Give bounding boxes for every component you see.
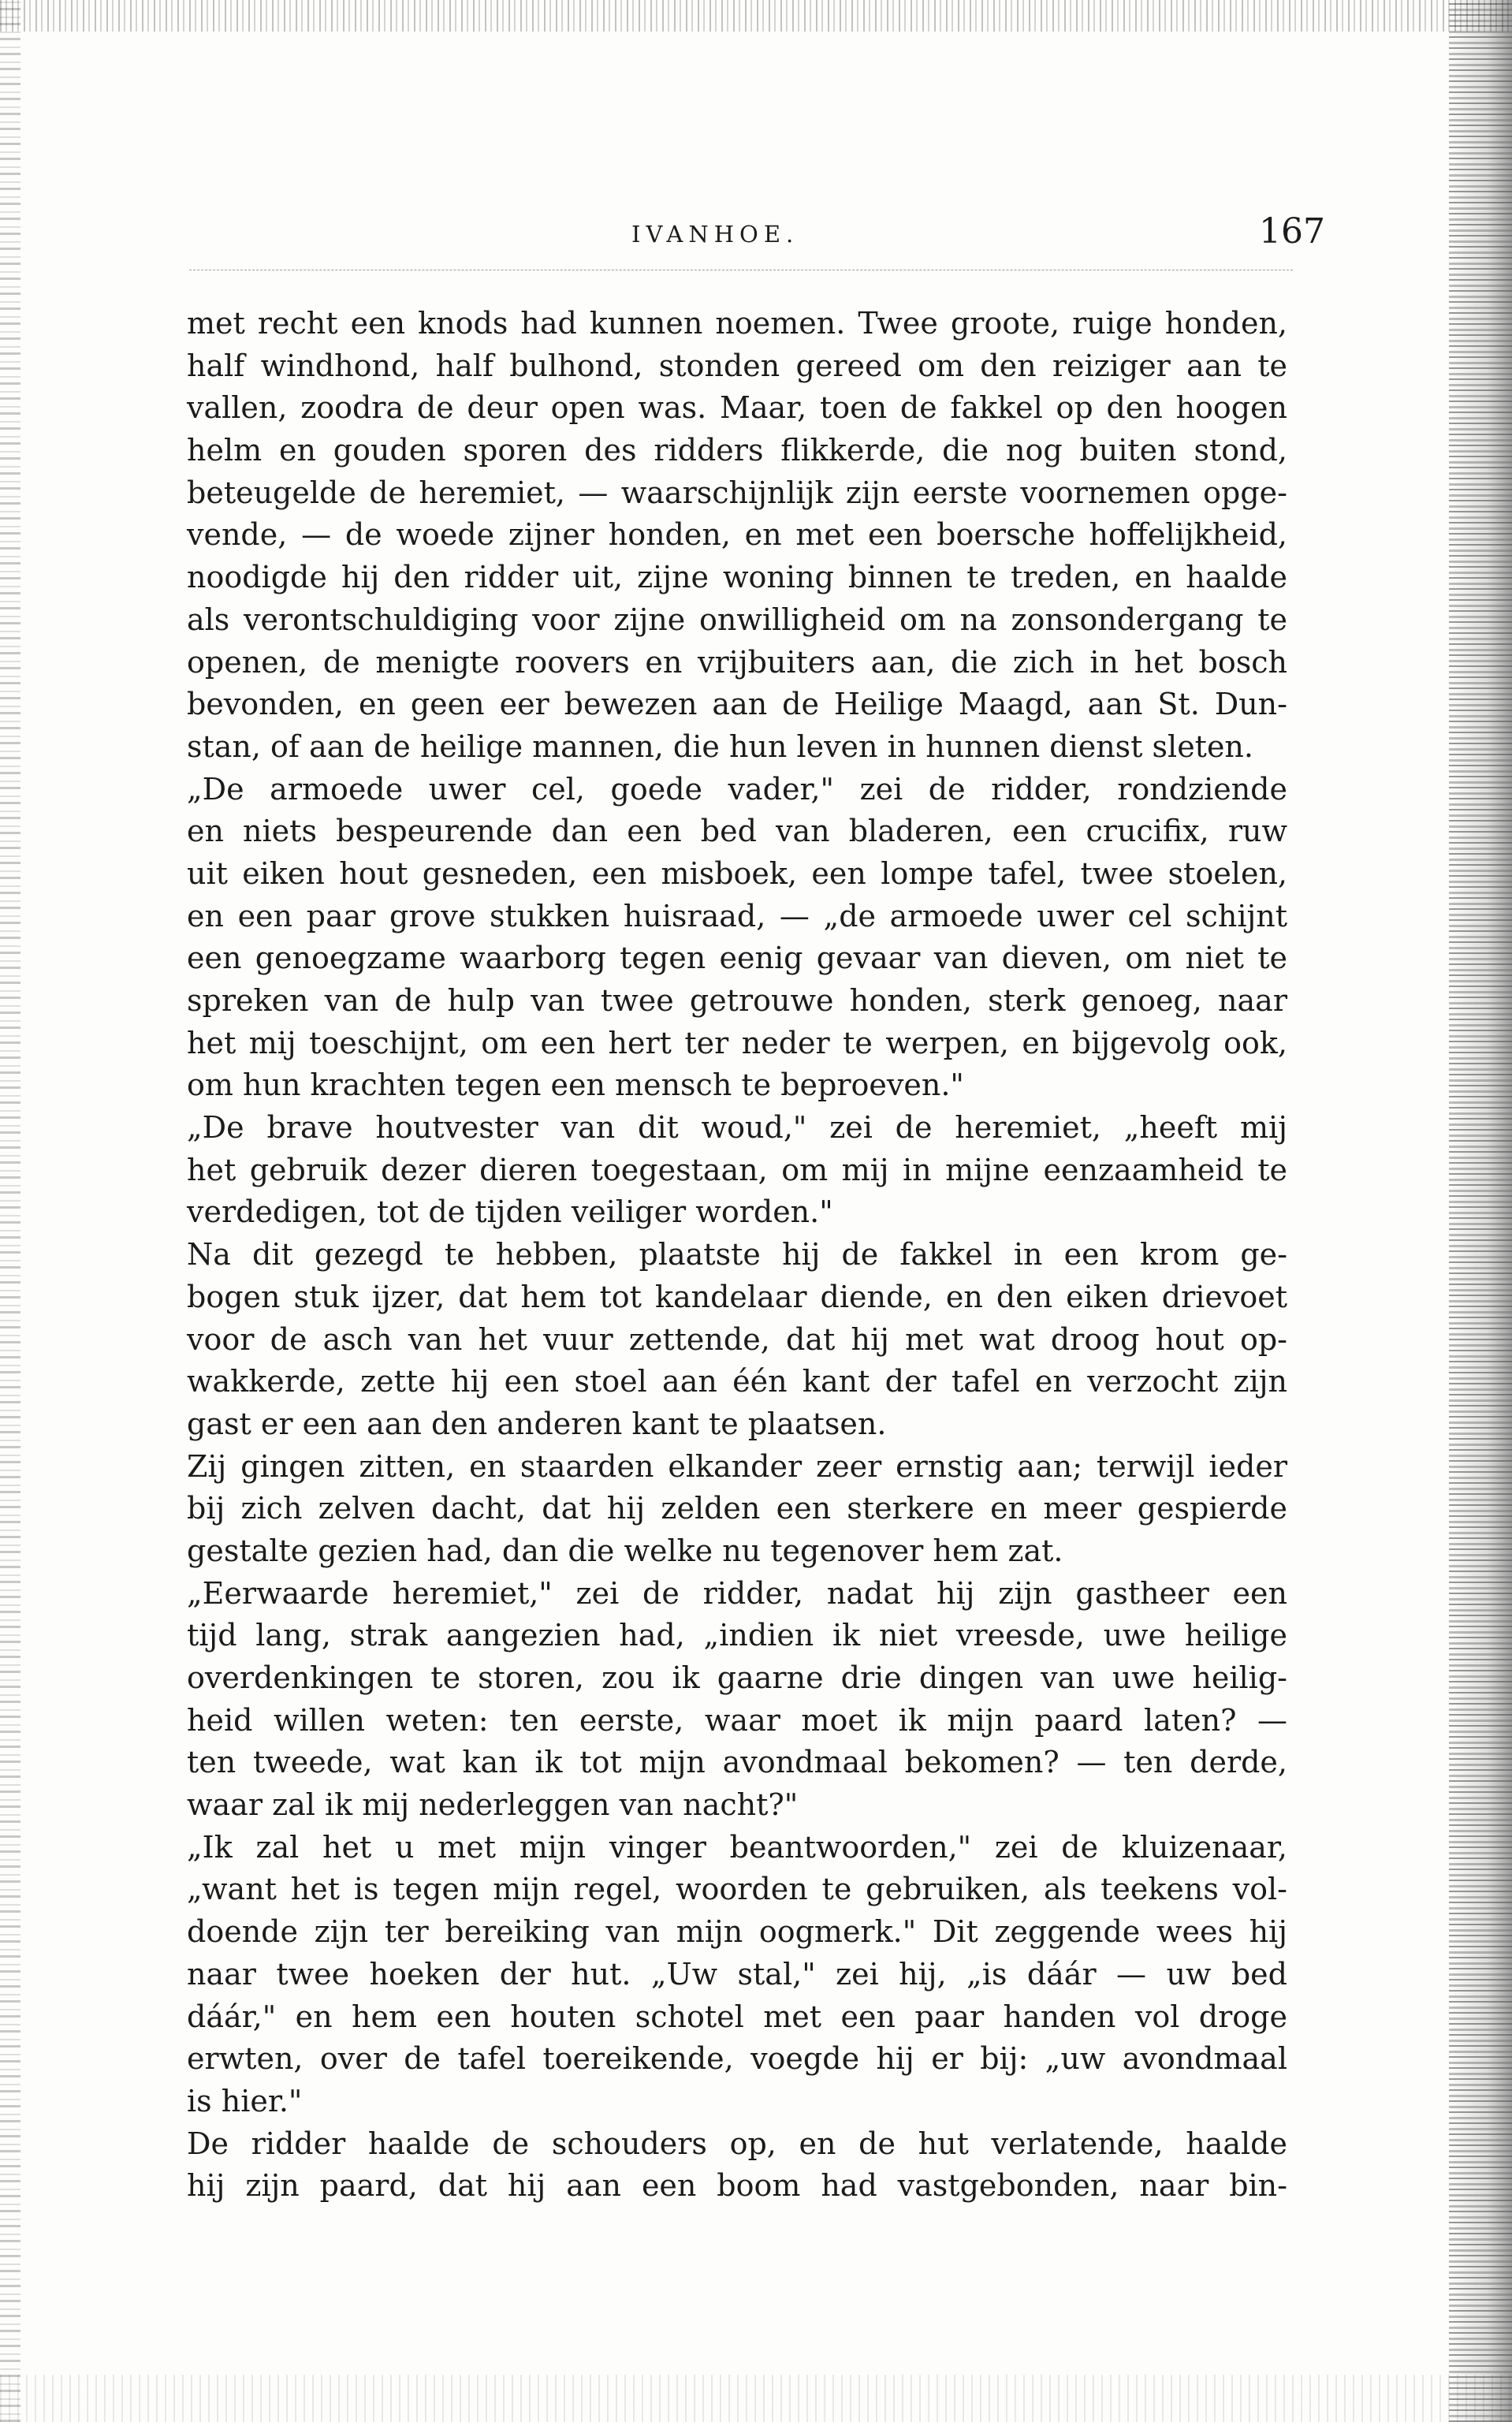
text-line: gast er een aan den anderen kant te plaatsen. [187,1406,887,1441]
text-line: bevonden, en geen eer bewezen aan de Heilige Maagd, aan St. Dun- [187,687,1287,722]
text-line: gestalte gezien had, dan die welke nu tegenover hem zat. [187,1533,1063,1568]
text-line: voor de asch van het vuur zettende, dat hij met wat droog hout op- [187,1321,1287,1357]
text-line: uit eiken hout gesneden, een misboek, een lompe tafel, twee stoelen, [187,855,1287,891]
scan-edge-top [0,0,1512,32]
text-line: heid willen weten: ten eerste, waar moet ik mijn paard laten? — [187,1702,1287,1738]
text-line: dáár," en hem een houten schotel met een paar handen vol droge [187,1999,1287,2034]
text-line: stan, of aan de heilige mannen, die hun leven in hunnen dienst sleten. [187,728,1253,764]
text-line: is hier." [187,2083,303,2118]
text-line: helm en gouden sporen des ridders flikkerde, die nog buiten stond, [187,433,1287,468]
text-line: noodigde hij den ridder uit, zijne woning binnen te treden, en haalde [187,560,1287,595]
text-line: doende zijn ter bereiking van mijn oogmerk." Dit zeggende wees hij [187,1914,1287,1950]
text-line: verdedigen, tot de tijden veiliger worden." [187,1194,833,1230]
text-line: half windhond, half bulhond, stonden gereed om den reiziger aan te [187,348,1287,383]
text-line: erwten, over de tafel toereikende, voegde hij er bij: „uw avondmaal [187,2041,1287,2077]
text-line: het gebruik dezer dieren toegestaan, om mij in mijne eenzaamheid te [187,1152,1287,1187]
running-head: IVANHOE. [631,221,799,248]
text-line: hij zijn paard, dat hij aan een boom had vastgebonden, naar bin- [187,2168,1287,2204]
text-line: Na dit gezegd te hebben, plaatste hij de fakkel in een krom ge- [187,1237,1287,1272]
text-line: bogen stuk ijzer, dat hem tot kandelaar diende, en den eiken drievoet [187,1279,1287,1314]
text-line: met recht een knods had kunnen noemen. Twee groote, ruige honden, [187,306,1287,341]
body-text [187,303,1287,2208]
text-line: openen, de menigte roovers en vrijbuiters aan, die zich in het bosch [187,644,1287,680]
page-number: 167 [1259,211,1325,252]
text-line: Zij gingen zitten, en staarden elkander zeer ernstig aan; terwijl ieder [187,1448,1287,1484]
text-line: naar twee hoeken der hut. „Uw stal," zei hij, „is dáár — uw bed [187,1956,1287,1992]
text-line: en niets bespeurende dan een bed van bladeren, een crucifix, ruw [187,814,1287,849]
text-line: een genoegzame waarborg tegen eenig gevaar van dieven, om niet te [187,941,1287,976]
text-line: tijd lang, strak aangezien had, „indien ik niet vreesde, uwe heilige [187,1618,1287,1653]
text-line: „Eerwaarde heremiet," zei de ridder, nadat hij zijn gastheer een [187,1575,1287,1611]
text-line: „want het is tegen mijn regel, woorden te gebruiken, als teekens vol- [187,1872,1287,1907]
text-line: „De armoede uwer cel, goede vader," zei de ridder, rondziende [187,771,1287,807]
text-line: als verontschuldiging voor zijne onwilligheid om na zonsondergang te [187,602,1287,637]
text-line: om hun krachten tegen een mensch te beproeven." [187,1068,964,1103]
text-line: en een paar grove stukken huisraad, — „de armoede uwer cel schijnt [187,898,1287,933]
text-line: De ridder haalde de schouders op, en de hut verlatende, haalde [187,2126,1287,2161]
text-line: „De brave houtvester van dit woud," zei de heremiet, „heeft mij [187,1110,1287,1146]
text-line: „Ik zal het u met mijn vinger beantwoorden," zei de kluizenaar, [187,1829,1287,1865]
text-line: vende, — de woede zijner honden, en met een boersche hoffelijkheid, [187,517,1287,553]
text-line: wakkerde, zette hij een stoel aan één kant der tafel en verzocht zijn [187,1364,1287,1399]
text-line: vallen, zoodra de deur open was. Maar, toen de fakkel op den hoogen [187,390,1287,426]
text-line: bij zich zelven dacht, dat hij zelden een sterkere en meer gespierde [187,1491,1287,1526]
text-line: overdenkingen te storen, zou ik gaarne drie dingen van uwe heilig- [187,1660,1287,1695]
scan-edge-bottom [0,2375,1512,2422]
scan-edge-right [1449,0,1512,2422]
page-header [0,211,1512,266]
text-line: waar zal ik mij nederleggen van nacht?" [187,1787,799,1823]
text-line: het mij toeschijnt, om een hert ter neder te werpen, en bijgevolg ook, [187,1025,1287,1060]
text-line: beteugelde de heremiet, — waarschijnlijk zijn eerste voornemen opge- [187,475,1287,510]
scan-edge-left [0,0,20,2422]
text-line: spreken van de hulp van twee getrouwe honden, sterk genoeg, naar [187,983,1287,1018]
text-line: ten tweede, wat kan ik tot mijn avondmaal bekomen? — ten derde, [187,1745,1287,1780]
